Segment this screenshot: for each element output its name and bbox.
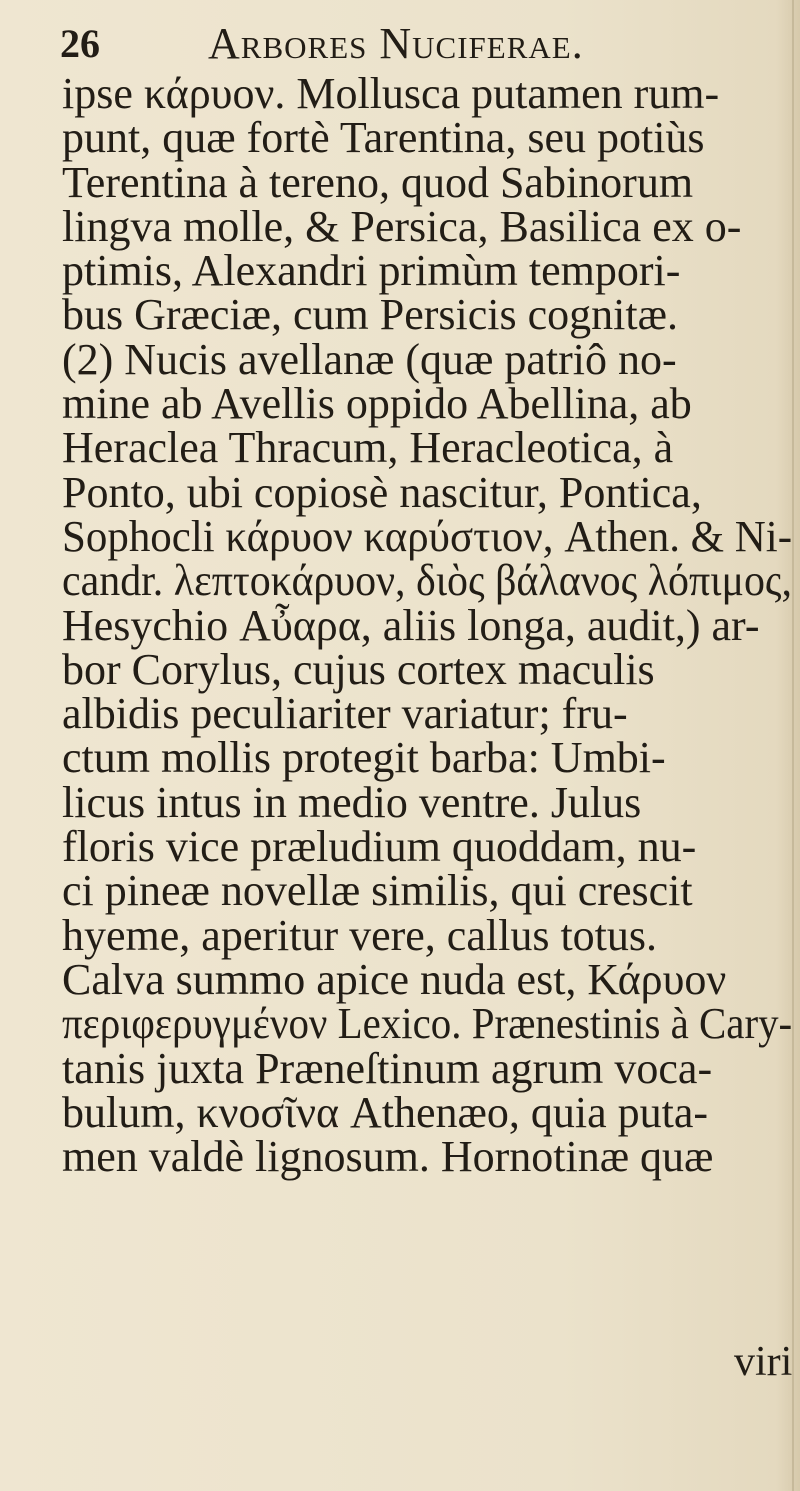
text-line: Hesychio Αὖαρα, aliis longa, audit,) ar-: [62, 600, 760, 650]
text-line: bor Corylus, cujus cortex maculis: [62, 644, 655, 694]
text-line: Calva summo apice nuda est, Κάρυον: [62, 954, 727, 1004]
text-line: mine ab Avellis oppido Abellina, ab: [62, 379, 692, 429]
text-line: Ponto, ubi copiosè nascitur, Pontica,: [62, 467, 702, 517]
text-line: Terentina à tereno, quod Sabinorum: [62, 157, 694, 207]
text-line: ci pineæ novellæ similis, qui crescit: [62, 866, 693, 916]
text-line: Sophocli κάρυον καρύστιον, Athen. & Ni-: [62, 511, 793, 561]
text-line: ptimis, Alexandri primùm tempori-: [62, 246, 681, 296]
text-line: albidis peculiariter variatur; fru-: [62, 689, 628, 739]
catchword: viri: [734, 1339, 793, 1385]
text-line: floris vice præludium quoddam, nu-: [62, 822, 697, 872]
text-line: lingva molle, & Persica, Basilica ex o-: [62, 201, 742, 251]
text-line: ctum mollis protegit barba: Umbi-: [62, 733, 666, 783]
text-line: bulum, κνοσῖνα Athenæo, quia puta-: [62, 1087, 709, 1137]
page-header: [60, 12, 760, 68]
body-text: [62, 69, 793, 1182]
text-line: candr. λεπτοκάρυον, διὸς βάλανος λόπιμος,: [62, 556, 793, 606]
text-line: men valdè lignosum. Hornotinæ quæ: [62, 1132, 714, 1182]
text-line: tanis juxta Præneſtinum agrum voca-: [62, 1043, 713, 1093]
running-title: Arbores Nuciferae.: [208, 19, 584, 68]
text-line: punt, quæ fortè Tarentina, seu potiùs: [62, 113, 705, 163]
text-line: (2) Nucis avellanæ (quæ patriô no-: [62, 334, 677, 384]
text-line: bus Græciæ, cum Persicis cognitæ.: [62, 290, 678, 340]
text-line: licus intus in medio ventre. Julus: [62, 777, 642, 827]
text-line: hyeme, aperitur vere, callus totus.: [62, 910, 658, 960]
page-number: 26: [60, 21, 100, 66]
text-line: ipse κάρυον. Mollusca putamen rum-: [62, 69, 720, 118]
text-line: περιφερυγμένον Lexico. Prænestinis à Cary-: [62, 999, 793, 1049]
page-edge: [792, 0, 794, 1491]
text-line: Heraclea Thracum, Heracleotica, à: [62, 423, 674, 473]
